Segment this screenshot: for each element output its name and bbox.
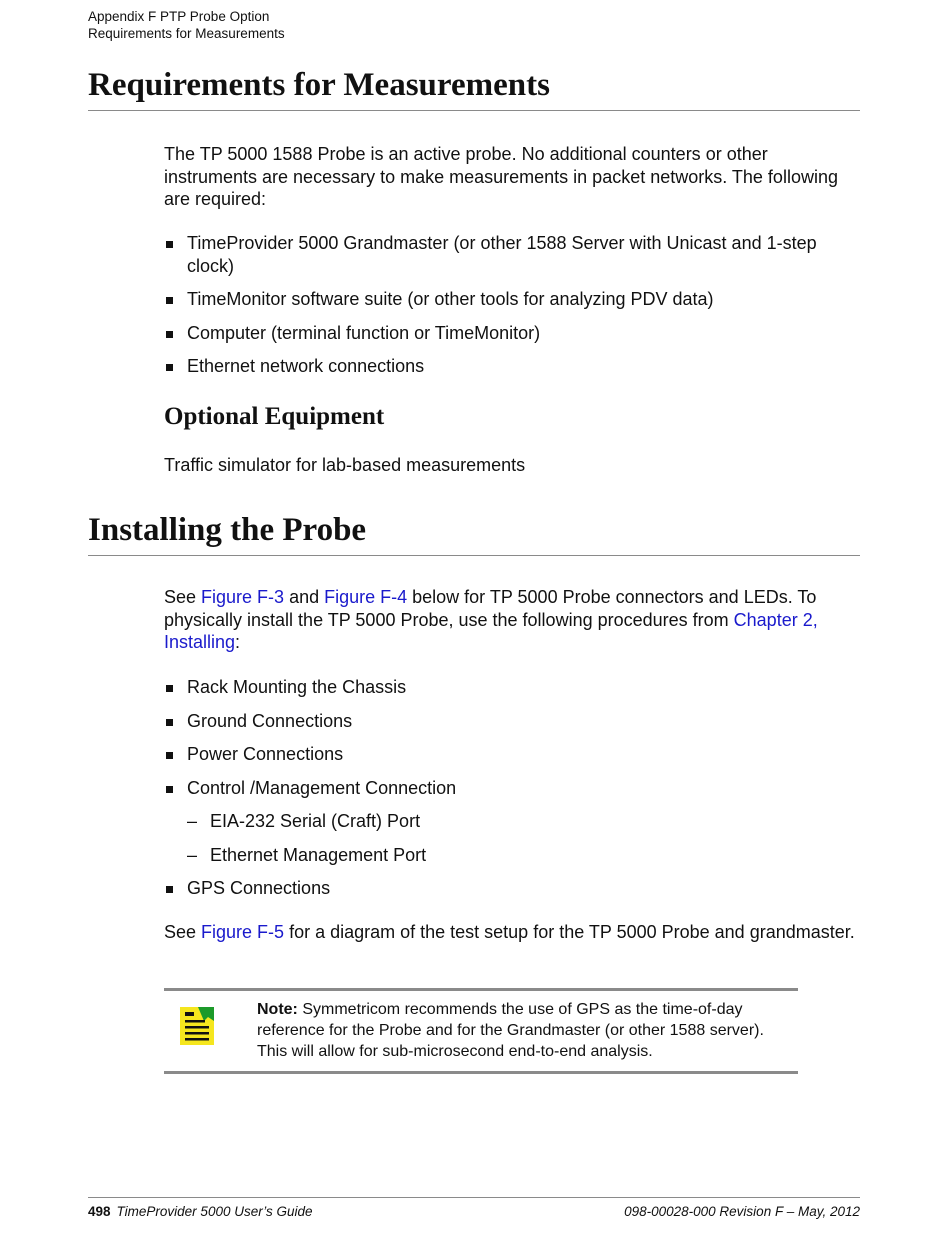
guide-title: TimeProvider 5000 User’s Guide <box>116 1204 313 1219</box>
text-run: See <box>164 587 202 607</box>
text-run: : <box>235 632 241 652</box>
footer-left <box>88 1203 313 1220</box>
requirements-intro: The TP 5000 1588 Probe is an active probe. No additional counters or other instruments are necessary to make measurements in packet networks. The following are required: <box>164 144 838 209</box>
list-subitem: – Ethernet Management Port <box>164 844 864 867</box>
installing-intro <box>164 586 864 654</box>
requirements-list <box>164 232 864 389</box>
list-item: Ground Connections <box>164 710 864 733</box>
revision-info: 098-00028-000 Revision F – May, 2012 <box>624 1204 860 1219</box>
list-item: Rack Mounting the Chassis <box>164 676 864 699</box>
list-item: Control /Management Connection <box>164 777 864 800</box>
text-run: for a diagram of the test setup for the TP 5000 Probe and grandmaster. <box>284 922 855 942</box>
text-run: See <box>164 922 202 942</box>
install-procedures-list <box>164 676 864 911</box>
list-item: Power Connections <box>164 743 864 766</box>
test-setup-paragraph <box>164 921 864 944</box>
note-text <box>257 999 787 1062</box>
list-item: Ethernet network connections <box>164 355 864 378</box>
note-box <box>164 988 798 1074</box>
running-header <box>88 8 285 42</box>
list-subitem: – EIA-232 Serial (Craft) Port <box>164 810 864 833</box>
header-chapter: Appendix F PTP Probe Option <box>88 9 270 24</box>
page-footer <box>88 1197 860 1219</box>
link-chapter-2[interactable]: Chapter 2, Installing <box>164 609 818 652</box>
text-run: and <box>284 587 325 607</box>
note-body: Symmetricom recommends the use of GPS as the time-of-day reference for the Probe and for the Grandmaster (or other 1588 server). This will allow for sub-microsecond end-to-end analysis. <box>257 1001 764 1060</box>
link-figure-f4[interactable]: Figure F-4 <box>324 587 408 607</box>
list-item: TimeMonitor software suite (or other tools for analyzing PDV data) <box>164 288 864 311</box>
list-item: Computer (terminal function or TimeMonitor) <box>164 322 864 345</box>
header-section: Requirements for Measurements <box>88 26 285 41</box>
section-title-requirements: Requirements for Measurements <box>88 66 860 111</box>
link-figure-f5[interactable]: Figure F-5 <box>201 922 285 942</box>
page-number: 498 <box>88 1204 111 1219</box>
text-run: below for TP 5000 Probe connectors and LEDs. To physically install the TP 5000 Probe, use the following procedures from <box>164 587 817 630</box>
link-figure-f3[interactable]: Figure F-3 <box>201 587 285 607</box>
section-title-installing: Installing the Probe <box>88 511 860 556</box>
list-item: GPS Connections <box>164 877 864 900</box>
subheading-optional-equipment: Optional Equipment <box>164 403 385 430</box>
list-item: TimeProvider 5000 Grandmaster (or other 1588 Server with Unicast and 1-step clock) <box>164 232 864 277</box>
optional-equipment-text: Traffic simulator for lab-based measurements <box>164 455 526 475</box>
note-label: Note: <box>257 1001 298 1018</box>
note-icon <box>180 1005 216 1047</box>
